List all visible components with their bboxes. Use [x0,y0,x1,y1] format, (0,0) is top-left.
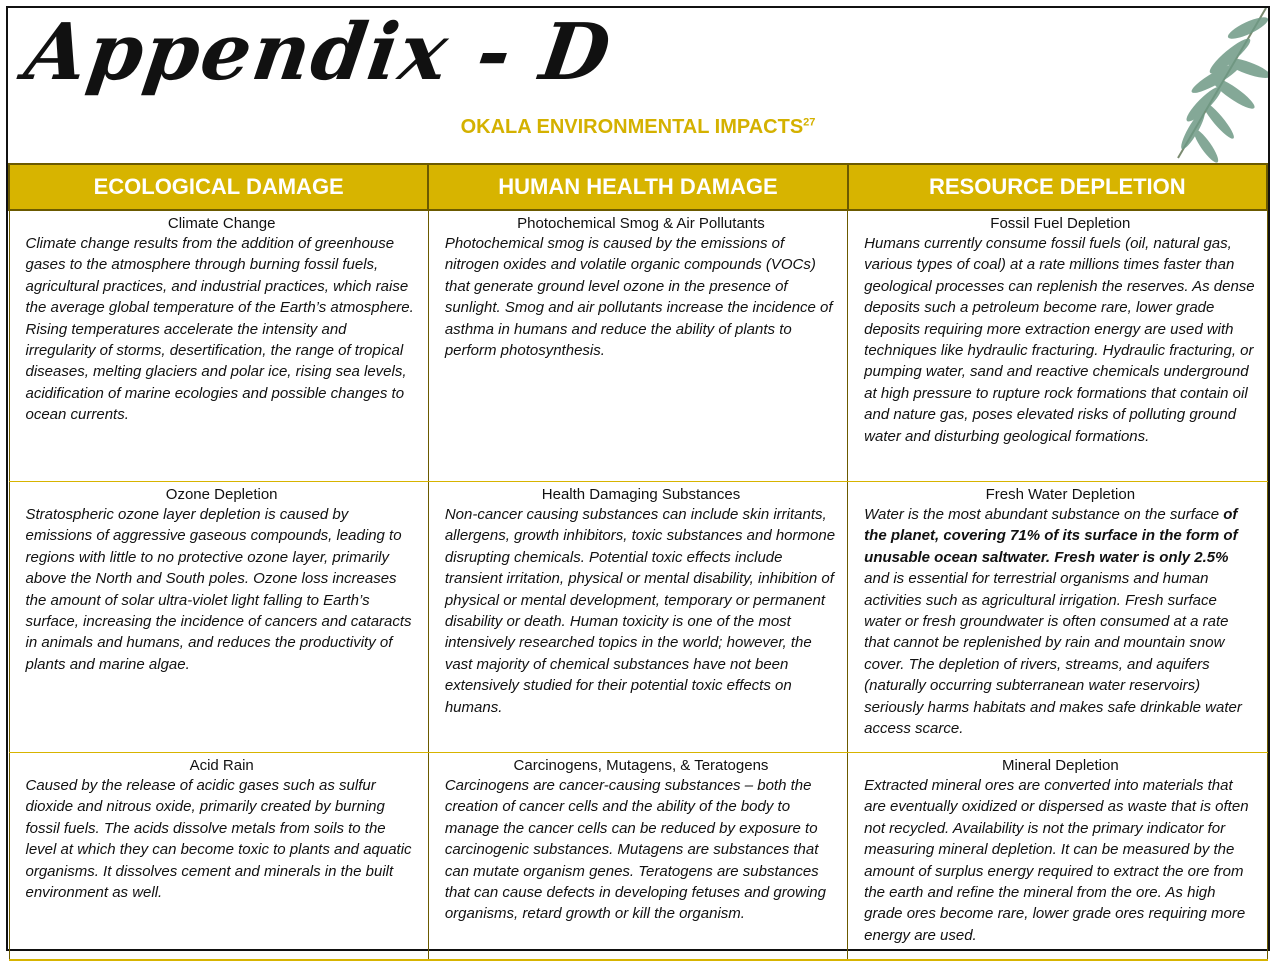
cell-body: Extracted mineral ores are converted into materials that are eventually oxidized or dispersed as waste that is often not recycled. Availability is not the primary indicator for measuring mineral depletion. It can be measured by the amount of surplus energy required to extract the ore from the earth and refine the mineral from the ore. As high grade ores become rare, lower grade ores requiring more energy are used. [864,777,1249,944]
table-cell [428,753,847,961]
cell-title: Mineral Depletion [1001,757,1119,774]
cell-title: Fossil Fuel Depletion [990,215,1131,232]
cell-body: Caused by the release of acidic gases such as sulfur dioxide and nitrous oxide, primarily created by burning fossil fuels. The acids dissolve metals from soils to the level at which they can become toxic to plants and aquatic organisms. It dissolves cement and minerals in the built environment as well. [25,777,412,902]
footnote-marker: 27 [803,116,816,129]
cell-title: Photochemical Smog & Air Pollutants [517,215,765,232]
table-row [9,210,1267,482]
cell-title: Acid Rain [189,757,254,774]
table-cell [848,210,1267,482]
cell-title: Carcinogens, Mutagens, & Teratogens [513,757,769,774]
cell-body: Carcinogens are cancer-causing substances – both the creation of cancer cells and the ability of the body to manage the cancer cells can be reduced by exposure to carcinogenic substances. Mutagens are substances that can mutate organism genes. Teratogens are substances that can cause defects in developing fetuses and growing organisms, retard growth or kill the organism. [444,777,826,923]
column-header-human-health: HUMAN HEALTH DAMAGE [428,164,847,210]
table-cell [428,210,847,482]
header-row [9,164,1267,210]
table-cell [9,482,428,753]
cell-title: Health Damaging Substances [541,486,741,503]
cell-body: Stratospheric ozone layer depletion is caused by emissions of aggressive gaseous compounds, leading to regions with little to no protective ozone layer, primarily above the North and South poles. Ozone loss increases the amount of solar ultra-violet light falling to Earth’s surface, increasing the incidence of cancers and cataracts in animals and humans, and reduces the productivity of plants and marine algae. [25,506,412,673]
table-row [9,753,1267,961]
cell-title: Climate Change [167,215,276,232]
body-text-end: and is essential for terrestrial organisms and human activities such as agricultural irrigation. Fresh surface water or fresh groundwater is often consumed at a rate that cannot be replenished by rain and mountain snow cover. The depletion of rivers, streams, and aquifers (naturally occurring subterranean water reservoirs) seriously harms habitats and makes safe drinkable water access scarce. [864,570,1242,738]
cell-body: Photochemical smog is caused by the emissions of nitrogen oxides and volatile organic compounds (VOCs) that generate ground level ozone in the presence of sunlight. Smog and air pollutants increase the incidence of asthma in humans and reduce the ability of plants to perform photosynthesis. [444,235,833,360]
subtitle-text: OKALA ENVIRONMENTAL IMPACTS [460,116,804,138]
table-cell [848,482,1267,753]
column-header-ecological: ECOLOGICAL DAMAGE [9,164,428,210]
body-text-start: Water is the most abundant substance on the surface [864,506,1224,523]
table-cell [848,753,1267,961]
cell-title: Fresh Water Depletion [985,486,1136,503]
page-title: Appendix - D [19,7,618,98]
section-subtitle [8,116,1268,139]
table-row [9,482,1267,753]
appendix-page [6,6,1270,951]
cell-body: Humans currently consume fossil fuels (oil, natural gas, various types of coal) at a rate millions times faster than geological processes can replenish the reserves. As dense deposits such a petroleum become rare, lower grade deposits requiring more extraction energy are used with techniques like hydraulic fracturing. Hydraulic fracturing, or pumping water, sand and reactive chemicals underground at high pressure to rupture rock formations that contain oil and nature gas, poses elevated risks of polluting ground water and disturbing geological formations. [864,235,1255,445]
highlighted-text: of the planet, covering 71% of its surface in the form of unusable ocean saltwater. Fresh water is only 2.5% [864,506,1238,566]
column-header-resource: RESOURCE DEPLETION [848,164,1267,210]
table-cell [428,482,847,753]
cell-body [864,504,1256,739]
cell-body: Non-cancer causing substances can include skin irritants, allergens, growth inhibitors, toxic substances and hormone disrupting chemicals. Potential toxic effects include transient irritation, physical or mental disability, inhibition of physical or mental development, temporary or permanent disability or death. Human toxicity is one of the most intensively researched topics in the world; however, the vast majority of chemical substances have not been extensively studied for their potential toxic effects on humans. [444,506,836,716]
table-cell [9,753,428,961]
table-cell [9,210,428,482]
impacts-table [8,163,1268,961]
cell-title: Ozone Depletion [165,486,278,503]
cell-body: Climate change results from the addition of greenhouse gases to the atmosphere through burning fossil fuels, agricultural practices, and industrial practices, which raise the average global temperature of the Earth’s atmosphere. Rising temperatures accelerate the intensity and irregularity of storms, desertification, the range of tropical diseases, melting glaciers and polar ice, rising sea levels, acidification of marine ecologies and possible changes to ocean currents. [25,235,414,424]
leaf-branch-icon [1098,8,1268,178]
